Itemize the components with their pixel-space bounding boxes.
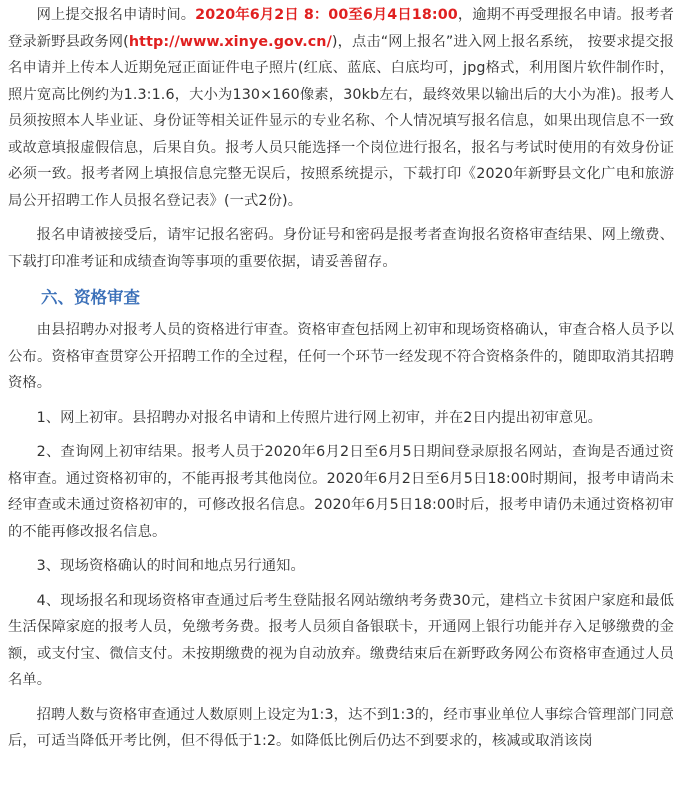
registration-time-paragraph	[8, 2, 674, 214]
review-item-3: 3、现场资格确认的时间和地点另行通知。	[36, 558, 305, 574]
xinye-gov-link[interactable]: http://www.xinye.gov.cn/	[128, 33, 332, 50]
registration-text-part2: ，逾期不再受理报名申请。报考者登录新野县政务网(	[8, 7, 675, 50]
review-item-4: 4、现场报名和现场资格审查通过后考生登陆报名网站缴纳考务费30元，建档立卡贫困户家庭和最低生活保障家庭的报考人员，免缴考务费。报考人员须自备银联卡，开通网上银行功能并存入足够缴费的金额，或支付宝、微信支付。未按期缴费的视为自动放弃。缴费结束后在新野政务网公布资格审查通过人员名单。	[8, 592, 674, 688]
qualification-review-intro: 由县招聘办对报考人员的资格进行审查。资格审查包括网上初审和现场资格确认，审查合格人员予以公布。资格审查贯穿公开招聘工作的全过程，任何一个环节一经发现不符合资格条件的，随即取消其招聘资格。	[8, 322, 674, 391]
password-reminder-paragraph: 报名申请被接受后，请牢记报名密码。身份证号和密码是报考者查询报名资格审查结果、网上缴费、下载打印准考证和成绩查询等事项的重要依据，请妥善留存。	[8, 227, 674, 270]
recruitment-ratio-paragraph: 招聘人数与资格审查通过人数原则上设定为1:3，达不到1:3的，经市事业单位人事综合管理部门同意后，可适当降低开考比例，但不得低于1:2。如降低比例后仍达不到要求的，核减或取消该岗	[8, 706, 674, 749]
review-item-2: 2、查询网上初审结果。报考人员于2020年6月2日至6月5日期间登录原报名网站，查询是否通过资格审查。通过资格初审的，不能再报考其他岗位。2020年6月2日至6月5日18:00时期间，报考申请尚未经审查或未通过资格初审的，可修改报名信息。2020年6月5日18:00时后，报考申请仍未通过资格初审的不能再修改报名信息。	[8, 444, 674, 540]
registration-text-part3: )，点击“网上报名”进入网上报名系统， 按要求提交报名申请并上传本人近期免冠正面证件电子照片(红底、蓝底、白底均可，jpg格式，利用图片软件制作时，照片宽高比例约为1.3:1.6，大小为130×160像素，30kb左右，最终效果以输出后的大小为准)。报考人员须按照本人毕业证、身份证等相关证件显示的专业名称、个人情况填写报名信息，如果出现信息不一致或故意填报虚假信息，后果自负。报考人员只能选择一个岗位进行报名，报名与考试时使用的有效身份证必须一致。报考者网上填报信息完整无误后，按照系统提示，下载打印《2020年新野县文化广电和旅游局公开招聘工作人员报名登记表》(一式2份)。	[8, 33, 674, 209]
review-item-1: 1、网上初审。县招聘办对报名申请和上传照片进行网上初审，并在2日内提出初审意见。	[36, 409, 603, 426]
registration-intro-text: 网上提交报名申请时间。	[36, 7, 196, 23]
section-6-heading: 六、资格审查	[41, 288, 140, 307]
registration-time-highlight: 2020年6月2日 8：00至6月4日18:00	[195, 7, 458, 23]
